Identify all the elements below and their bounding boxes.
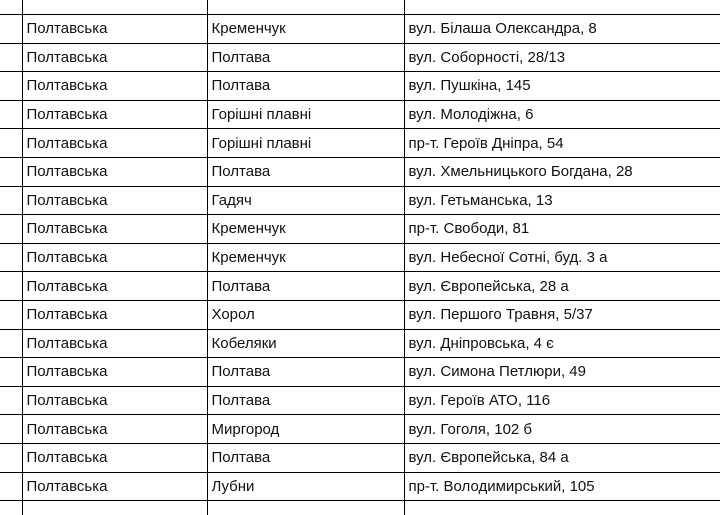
- address-cell: вул. Симона Петлюри, 49: [404, 358, 720, 387]
- address-cell: пр-т. Героїв Дніпра, 54: [404, 129, 720, 158]
- address-cell: пр-т. Володимирський, 105: [404, 472, 720, 501]
- table-row: [0, 472, 720, 501]
- row-number-cell: [0, 501, 22, 515]
- table-row: [0, 243, 720, 272]
- address-cell: вул. Гетьманська, 13: [404, 186, 720, 215]
- city-cell: Кременчук: [207, 15, 404, 44]
- row-number-cell: [0, 443, 22, 472]
- address-cell: вул. Небесної Сотні, буд. 3 а: [404, 243, 720, 272]
- row-number-cell: [0, 15, 22, 44]
- region-cell: Полтавська: [22, 100, 207, 129]
- table-row-partial-top: [0, 0, 720, 15]
- table-row: [0, 72, 720, 101]
- address-cell: вул. Пушкіна, 145: [404, 72, 720, 101]
- address-cell: вул. Соборності, 28/13: [404, 43, 720, 72]
- address-cell: вул. Європейська, 28 а: [404, 272, 720, 301]
- city-cell: Полтава: [207, 272, 404, 301]
- region-cell: Полтавська: [22, 186, 207, 215]
- city-cell: Полтава: [207, 72, 404, 101]
- city-cell: Кобеляки: [207, 329, 404, 358]
- table-row: [0, 415, 720, 444]
- address-cell: вул. Героїв АТО, 116: [404, 386, 720, 415]
- region-cell: Полтавська: [22, 386, 207, 415]
- table-row: [0, 272, 720, 301]
- city-cell: Миргород: [207, 415, 404, 444]
- region-cell: Полтавська: [22, 329, 207, 358]
- address-cell: [404, 501, 720, 515]
- address-cell: вул. Європейська, 84 а: [404, 443, 720, 472]
- table-row: [0, 186, 720, 215]
- address-cell: [404, 0, 720, 15]
- table-row: [0, 300, 720, 329]
- row-number-cell: [0, 243, 22, 272]
- region-cell: Полтавська: [22, 15, 207, 44]
- row-number-cell: [0, 43, 22, 72]
- city-cell: Лубни: [207, 472, 404, 501]
- region-cell: Полтавська: [22, 243, 207, 272]
- city-cell: Горішні плавні: [207, 129, 404, 158]
- region-cell: Полтавська: [22, 129, 207, 158]
- row-number-cell: [0, 129, 22, 158]
- region-cell: Полтавська: [22, 72, 207, 101]
- row-number-cell: [0, 215, 22, 244]
- region-cell: [22, 501, 207, 515]
- table-row: [0, 15, 720, 44]
- city-cell: Кременчук: [207, 215, 404, 244]
- table-row: [0, 100, 720, 129]
- row-number-cell: [0, 329, 22, 358]
- city-cell: Полтава: [207, 443, 404, 472]
- region-cell: Полтавська: [22, 415, 207, 444]
- address-cell: вул. Білаша Олександра, 8: [404, 15, 720, 44]
- row-number-cell: [0, 186, 22, 215]
- row-number-cell: [0, 472, 22, 501]
- address-cell: вул. Хмельницького Богдана, 28: [404, 157, 720, 186]
- city-cell: Горішні плавні: [207, 100, 404, 129]
- city-cell: Кременчук: [207, 243, 404, 272]
- city-cell: Полтава: [207, 43, 404, 72]
- row-number-cell: [0, 415, 22, 444]
- address-cell: вул. Гоголя, 102 б: [404, 415, 720, 444]
- region-cell: Полтавська: [22, 157, 207, 186]
- table-row: [0, 386, 720, 415]
- region-cell: Полтавська: [22, 443, 207, 472]
- row-number-cell: [0, 72, 22, 101]
- address-cell: вул. Молодіжна, 6: [404, 100, 720, 129]
- city-cell: Полтава: [207, 157, 404, 186]
- table-row: [0, 501, 720, 515]
- region-cell: [22, 0, 207, 15]
- region-cell: Полтавська: [22, 472, 207, 501]
- table-row: [0, 215, 720, 244]
- city-cell: Полтава: [207, 358, 404, 387]
- table-row: [0, 443, 720, 472]
- region-cell: Полтавська: [22, 300, 207, 329]
- row-number-cell: [0, 0, 22, 15]
- city-cell: Гадяч: [207, 186, 404, 215]
- table-row: [0, 43, 720, 72]
- table-row: [0, 329, 720, 358]
- city-cell: Полтава: [207, 386, 404, 415]
- address-cell: вул. Дніпровська, 4 є: [404, 329, 720, 358]
- city-cell: [207, 501, 404, 515]
- region-cell: Полтавська: [22, 215, 207, 244]
- table-row: [0, 129, 720, 158]
- row-number-cell: [0, 358, 22, 387]
- region-cell: Полтавська: [22, 43, 207, 72]
- address-cell: вул. Першого Травня, 5/37: [404, 300, 720, 329]
- row-number-cell: [0, 386, 22, 415]
- row-number-cell: [0, 100, 22, 129]
- table-row: [0, 157, 720, 186]
- table-row: [0, 358, 720, 387]
- region-cell: Полтавська: [22, 272, 207, 301]
- address-cell: пр-т. Свободи, 81: [404, 215, 720, 244]
- city-cell: [207, 0, 404, 15]
- row-number-cell: [0, 272, 22, 301]
- row-number-cell: [0, 300, 22, 329]
- region-cell: Полтавська: [22, 358, 207, 387]
- city-cell: Хорол: [207, 300, 404, 329]
- row-number-cell: [0, 157, 22, 186]
